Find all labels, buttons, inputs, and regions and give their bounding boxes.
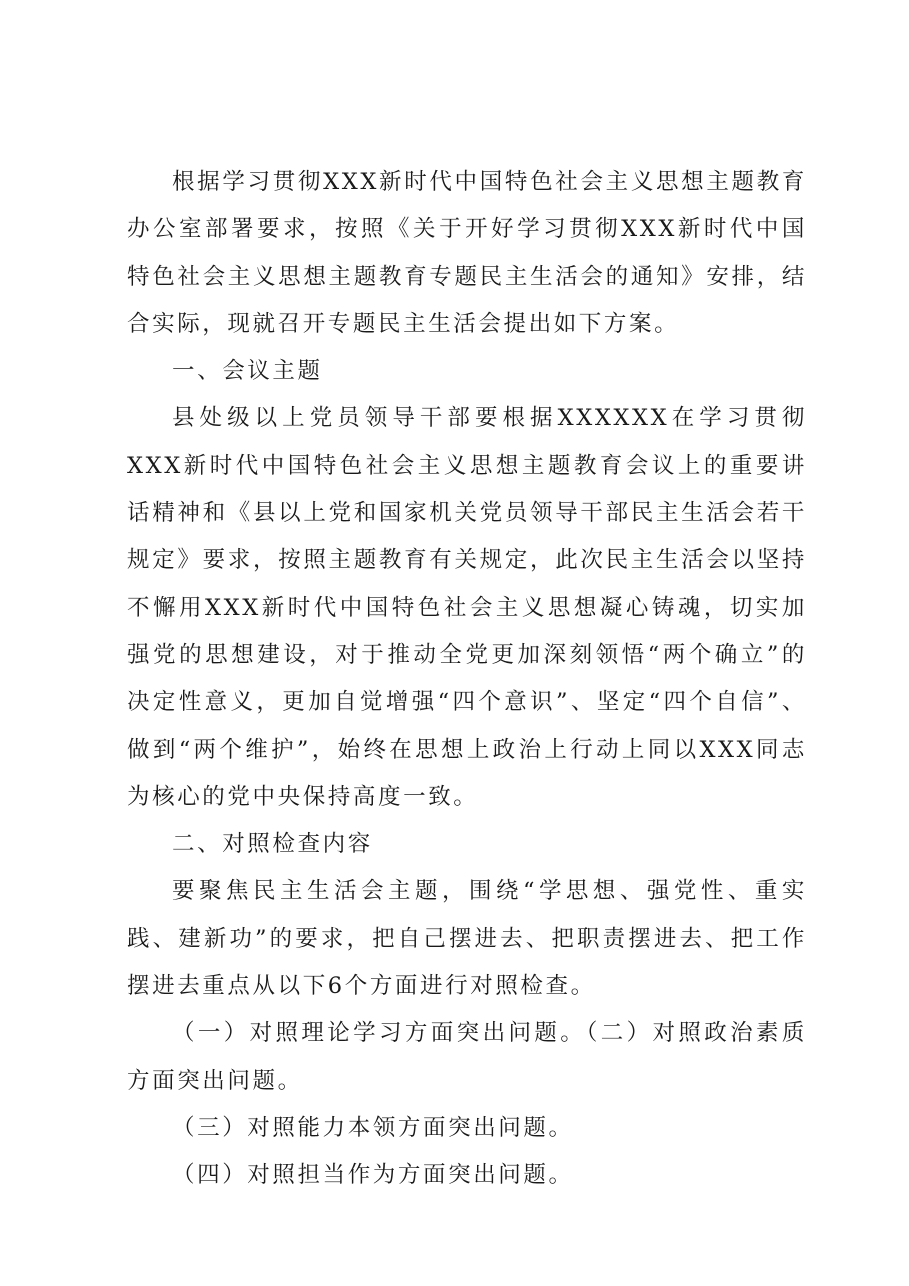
intro-paragraph: 根据学习贯彻XXX新时代中国特色社会主义思想主题教育办公室部署要求，按照《关于开好学习贯彻XXX新时代中国特色社会主义思想主题教育专题民主生活会的通知》安排，结合实际，现就召开专题民主生活会提出如下方案。 — [127, 169, 807, 337]
section-1-paragraph: 县处级以上党员领导干部要根据XXXXXX在学习贯彻XXX新时代中国特色社会主义思想主题教育会议上的重要讲话精神和《县以上党和国家机关党员领导干部民主生活会若干规定》要求，按照主题教育有关规定，此次民主生活会以坚持不懈用XXX新时代中国特色社会主义思想凝心铸魂，切实加强党的思想建设，对于推动全党更加深刻领悟“两个确立”的决定性意义，更加自觉增强“四个意识”、坚定“四个自信”、做到“两个维护”，始终在思想上政治上行动上同以XXX同志为核心的党中央保持高度一致。 — [127, 405, 807, 810]
check-item-4: （四）对照担当作为方面突出问题。 — [172, 1162, 574, 1189]
section-2-paragraph: 要聚焦民主生活会主题，围绕“学思想、强党性、重实践、建新功”的要求，把自己摆进去、把职责摆进去、把工作摆进去重点从以下6个方面进行对照检查。 — [127, 878, 807, 1000]
check-item-3: （三）对照能力本领方面突出问题。 — [172, 1114, 574, 1141]
document-body — [127, 159, 807, 1200]
section-2-title: 二、对照检查内容 — [172, 831, 373, 858]
check-item-1-2: （一）对照理论学习方面突出问题。（二）对照政治素质方面突出问题。 — [127, 1020, 807, 1094]
section-1-title: 一、会议主题 — [172, 358, 323, 385]
